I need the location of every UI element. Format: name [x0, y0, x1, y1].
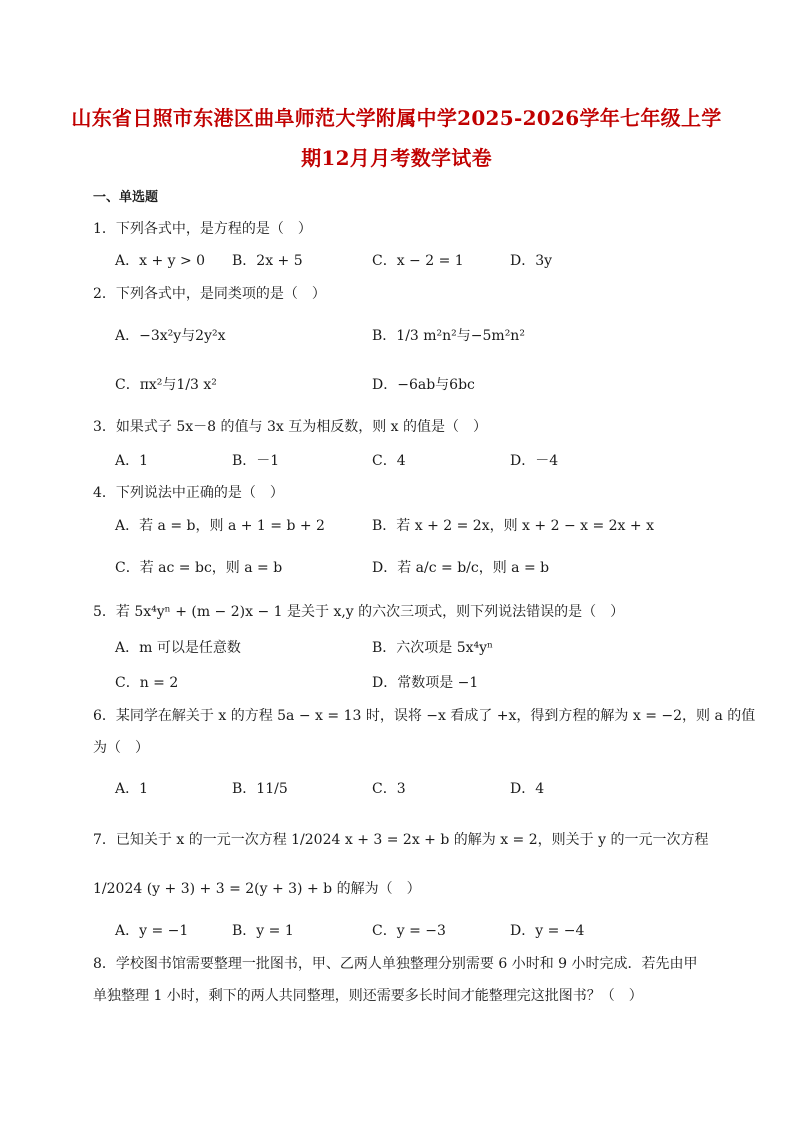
question-6-option-b: B．11/5 [232, 781, 288, 797]
question-6-stem: 6．某同学在解关于 x 的方程 5a − x = 13 时，误将 −x 看成了 +x，得到方程的解为 x = −2，则 a 的值 [93, 708, 756, 724]
question-5-option-c: C．n = 2 [115, 675, 179, 691]
question-3-option-c: C．4 [372, 453, 406, 469]
question-1-option-c: C．x − 2 = 1 [372, 253, 464, 269]
section-heading: 一、单选题 [93, 190, 159, 205]
question-1-option-b: B．2x + 5 [232, 253, 303, 269]
question-6-option-d: D．4 [510, 781, 545, 797]
question-7-option-a: A．y = −1 [115, 923, 189, 939]
question-3-option-b: B．－1 [232, 453, 280, 469]
question-8-stem: 8．学校图书馆需要整理一批图书，甲、乙两人单独整理分别需要 6 小时和 9 小时完成．若先由甲 [93, 956, 698, 972]
question-4-option-c: C．若 ac = bc，则 a = b [115, 560, 283, 576]
question-7-option-c: C．y = −3 [372, 923, 446, 939]
question-2-option-a: A．−3x²y与2y²x [115, 328, 226, 344]
question-6-option-c: C．3 [372, 781, 406, 797]
question-2-stem: 2．下列各式中，是同类项的是（ ） [93, 286, 326, 302]
question-2-option-c: C．πx²与1/3 x² [115, 377, 217, 393]
question-3-option-d: D．－4 [510, 453, 559, 469]
question-1-stem: 1．下列各式中，是方程的是（ ） [93, 221, 312, 237]
exam-title-line-2: 期12月月考数学试卷 [301, 146, 492, 170]
question-6-option-a: A．1 [115, 781, 149, 797]
question-1-option-a: A．x + y > 0 [115, 253, 206, 269]
question-5-option-d: D．常数项是 −1 [372, 675, 479, 691]
question-4-option-b: B．若 x + 2 = 2x，则 x + 2 − x = 2x + x [372, 518, 654, 534]
question-4-option-d: D．若 a/c = b/c，则 a = b [372, 560, 550, 576]
question-2-option-b: B．1/3 m²n²与−5m²n² [372, 328, 525, 344]
question-7-option-d: D．y = −4 [510, 923, 585, 939]
question-4-stem: 4．下列说法中正确的是（ ） [93, 485, 284, 501]
question-5-option-b: B．六次项是 5x⁴yⁿ [372, 640, 494, 656]
question-7-stem: 7．已知关于 x 的一元一次方程 1/2024 x + 3 = 2x + b 的解为 x = 2，则关于 y 的一元一次方程 [93, 832, 709, 848]
question-5-option-a: A．m 可以是任意数 [115, 640, 241, 656]
question-4-option-a: A．若 a = b，则 a + 1 = b + 2 [115, 518, 325, 534]
question-1-option-d: D．3y [510, 253, 553, 269]
question-3-stem: 3．如果式子 5x－8 的值与 3x 互为相反数，则 x 的值是（ ） [93, 419, 488, 435]
question-6-stem-cont: 为（ ） [93, 740, 149, 756]
question-7-option-b: B．y = 1 [232, 923, 294, 939]
question-8-stem-cont: 单独整理 1 小时，剩下的两人共同整理，则还需要多长时间才能整理完这批图书？（ ） [93, 988, 643, 1004]
question-2-option-d: D．−6ab与6bc [372, 377, 475, 393]
question-3-option-a: A．1 [115, 453, 149, 469]
exam-title-line-1: 山东省日照市东港区曲阜师范大学附属中学2025-2026学年七年级上学 [71, 106, 722, 130]
question-7-stem-cont: 1/2024 (y + 3) + 3 = 2(y + 3) + b 的解为（ ） [93, 881, 421, 897]
question-5-stem: 5．若 5x⁴yⁿ + (m − 2)x − 1 是关于 x,y 的六次三项式，则下列说法错误的是（ ） [93, 604, 625, 620]
